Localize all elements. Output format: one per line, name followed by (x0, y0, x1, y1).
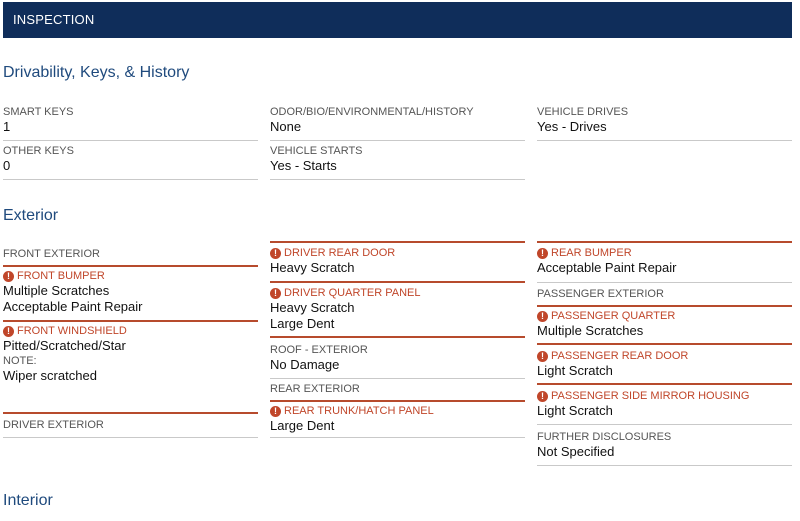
damage-value: Heavy Scratch (270, 300, 355, 315)
field-smart-keys (3, 105, 258, 141)
field-label: SMART KEYS (3, 106, 74, 118)
damage-label: FRONT WINDSHIELD (17, 325, 127, 337)
damage-driver-quarter-panel (270, 286, 525, 338)
damage-front-windshield (3, 324, 258, 414)
field-label: OTHER KEYS (3, 145, 74, 157)
field-vehicle-starts (270, 144, 525, 180)
damage-passenger-rear-door (537, 349, 792, 385)
note-label: NOTE: (3, 355, 37, 367)
field-value: No Damage (270, 357, 340, 372)
damage-value: Heavy Scratch (270, 260, 355, 275)
field-label: VEHICLE DRIVES (537, 106, 629, 118)
exclamation-circle-icon: ! (537, 311, 548, 322)
exclamation-circle-icon: ! (537, 351, 548, 362)
field-label: ODOR/BIO/ENVIRONMENTAL/HISTORY (270, 106, 474, 118)
field-value: Yes - Starts (270, 158, 337, 173)
field-value: 1 (3, 119, 11, 134)
damage-value: Pitted/Scratched/Star (3, 338, 126, 353)
damage-label: PASSENGER QUARTER (551, 310, 676, 322)
damage-label: FRONT BUMPER (17, 270, 105, 282)
damage-passenger-mirror (537, 389, 792, 425)
exclamation-circle-icon: ! (270, 248, 281, 259)
field-label: ROOF - EXTERIOR (270, 344, 368, 356)
exclamation-circle-icon: ! (3, 326, 14, 337)
damage-value: Large Dent (270, 316, 335, 331)
group-front-exterior (3, 247, 258, 267)
exclamation-circle-icon: ! (270, 406, 281, 417)
damage-label: PASSENGER SIDE MIRROR HOUSING (551, 390, 750, 402)
group-driver-exterior (3, 418, 258, 438)
divider (537, 241, 792, 243)
damage-rear-trunk (270, 404, 525, 438)
section-title-drivability: Drivability, Keys, & History (3, 64, 190, 81)
field-value: Yes - Drives (537, 119, 607, 134)
damage-value: Acceptable Paint Repair (537, 260, 677, 275)
exclamation-circle-icon: ! (270, 288, 281, 299)
damage-value: Multiple Scratches (537, 323, 644, 338)
field-value: 0 (3, 158, 11, 173)
exclamation-circle-icon: ! (3, 271, 14, 282)
field-vehicle-drives (537, 105, 792, 141)
field-further-disclosures (537, 430, 792, 466)
damage-driver-rear-door (270, 246, 525, 283)
damage-value: Acceptable Paint Repair (3, 299, 143, 314)
inspection-header (3, 2, 792, 38)
damage-label: REAR TRUNK/HATCH PANEL (284, 405, 434, 417)
damage-value: Light Scratch (537, 403, 613, 418)
group-label: REAR EXTERIOR (270, 383, 360, 395)
header-title: INSPECTION (13, 12, 95, 27)
damage-label: REAR BUMPER (551, 247, 632, 259)
field-label: VEHICLE STARTS (270, 145, 363, 157)
group-label: PASSENGER EXTERIOR (537, 288, 664, 300)
damage-label: PASSENGER REAR DOOR (551, 350, 689, 362)
section-title-exterior: Exterior (3, 207, 59, 224)
field-label: FURTHER DISCLOSURES (537, 431, 672, 443)
damage-value: Multiple Scratches (3, 283, 110, 298)
section-title-interior: Interior (3, 492, 53, 509)
group-passenger-exterior (537, 287, 792, 307)
damage-value: Light Scratch (537, 363, 613, 378)
damage-label: DRIVER QUARTER PANEL (284, 287, 421, 299)
group-label: FRONT EXTERIOR (3, 248, 100, 260)
group-label: DRIVER EXTERIOR (3, 419, 104, 431)
field-other-keys (3, 144, 258, 180)
damage-passenger-quarter (537, 309, 792, 345)
group-rear-exterior (270, 382, 525, 402)
exclamation-circle-icon: ! (537, 391, 548, 402)
damage-label: DRIVER REAR DOOR (284, 247, 396, 259)
exclamation-circle-icon: ! (537, 248, 548, 259)
field-odor-history (270, 105, 525, 141)
field-value: Not Specified (537, 444, 615, 459)
damage-front-bumper (3, 269, 258, 322)
damage-value: Large Dent (270, 418, 335, 433)
note-value: Wiper scratched (3, 368, 97, 383)
field-roof-exterior (270, 343, 525, 379)
damage-rear-bumper (537, 246, 792, 283)
field-value: None (270, 119, 302, 134)
divider (270, 241, 525, 243)
